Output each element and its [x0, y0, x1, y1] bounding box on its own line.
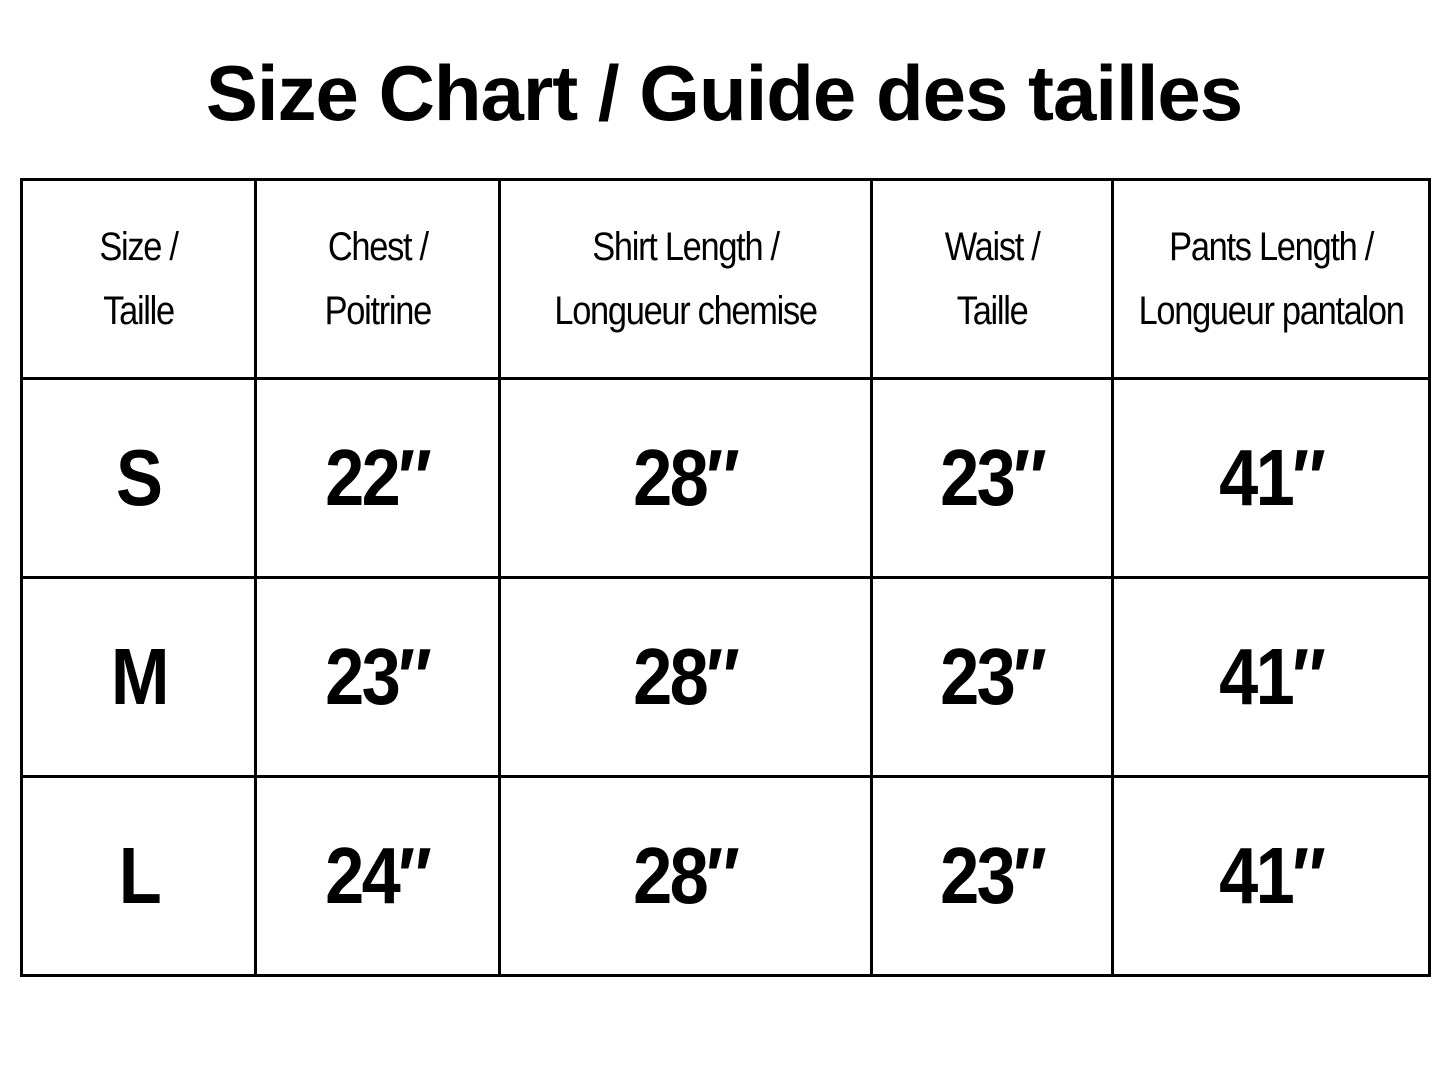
cell-value: 23″ — [325, 632, 430, 721]
cell-waist — [872, 777, 1113, 976]
table-row — [22, 379, 1430, 578]
cell-shirt-length — [500, 379, 872, 578]
header-shirt-length-en: Shirt Length / — [592, 225, 779, 269]
cell-value: 41″ — [1218, 433, 1324, 522]
cell-value: 28″ — [633, 433, 738, 522]
header-pants-length-en: Pants Length / — [1169, 225, 1373, 269]
cell-value: 23″ — [939, 433, 1045, 522]
cell-value: 23″ — [939, 831, 1045, 920]
cell-value: 23″ — [939, 632, 1045, 721]
cell-pants-length — [1113, 379, 1430, 578]
cell-value: M — [110, 632, 167, 721]
header-pants-length — [1113, 180, 1430, 379]
header-chest — [256, 180, 500, 379]
header-chest-fr: Poitrine — [324, 289, 431, 333]
cell-value: 41″ — [1218, 632, 1324, 721]
cell-value: 28″ — [633, 831, 738, 920]
cell-waist — [872, 578, 1113, 777]
cell-size — [22, 379, 256, 578]
cell-pants-length — [1113, 777, 1430, 976]
size-chart-table — [20, 178, 1431, 977]
header-size-en: Size / — [99, 225, 178, 269]
cell-size — [22, 578, 256, 777]
cell-pants-length — [1113, 578, 1430, 777]
header-shirt-length — [500, 180, 872, 379]
cell-value: L — [118, 831, 159, 920]
header-size-fr: Taille — [103, 289, 174, 333]
header-waist — [872, 180, 1113, 379]
cell-value: 41″ — [1218, 831, 1324, 920]
cell-value: S — [116, 433, 161, 522]
header-waist-en: Waist / — [944, 225, 1040, 269]
header-pants-length-fr: Longueur pantalon — [1138, 289, 1404, 333]
table-row — [22, 578, 1430, 777]
cell-value: 28″ — [633, 632, 738, 721]
cell-shirt-length — [500, 777, 872, 976]
page-title: Size Chart / Guide des tailles — [205, 49, 1243, 137]
cell-value: 22″ — [325, 433, 430, 522]
header-size — [22, 180, 256, 379]
cell-chest — [256, 379, 500, 578]
cell-waist — [872, 379, 1113, 578]
cell-chest — [256, 777, 500, 976]
cell-chest — [256, 578, 500, 777]
cell-shirt-length — [500, 578, 872, 777]
table-header-row — [22, 180, 1430, 379]
header-waist-fr: Taille — [956, 289, 1028, 333]
header-chest-en: Chest / — [327, 225, 428, 269]
cell-value: 24″ — [325, 831, 430, 920]
header-shirt-length-fr: Longueur chemise — [554, 289, 817, 333]
table-row — [22, 777, 1430, 976]
cell-size — [22, 777, 256, 976]
